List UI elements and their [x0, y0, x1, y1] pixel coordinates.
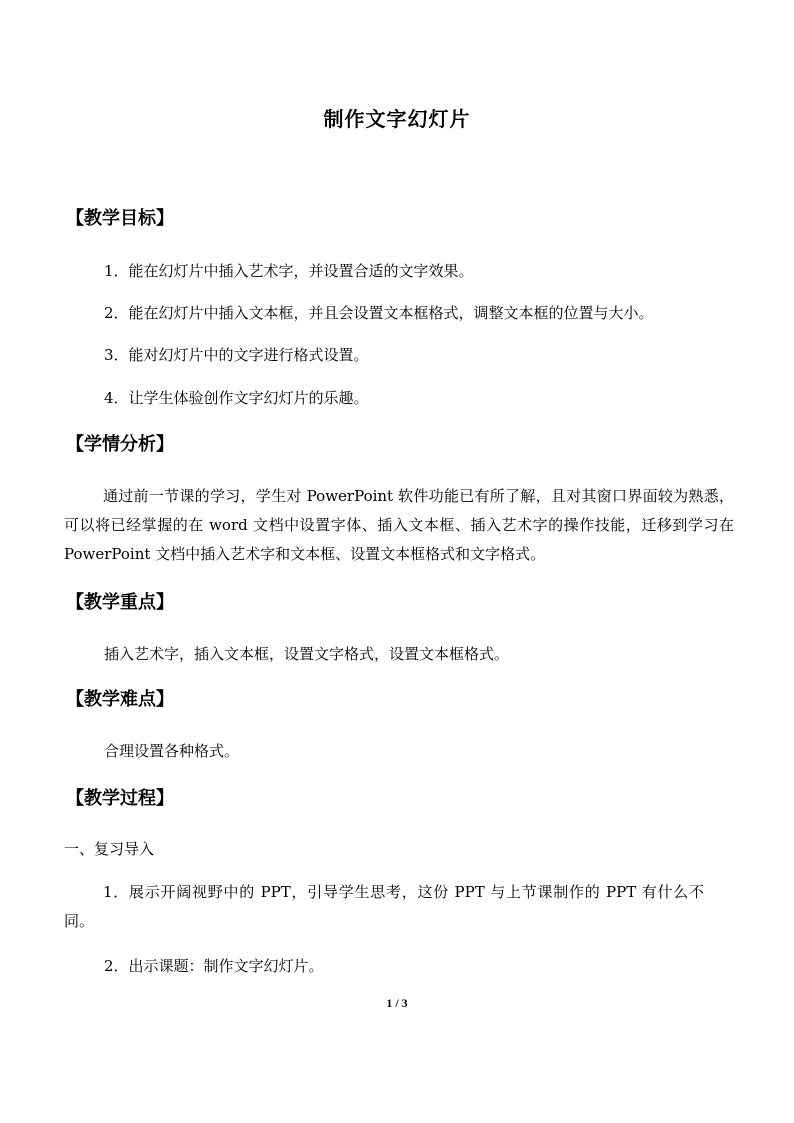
- page-number: 1 / 3: [386, 996, 408, 1010]
- document-title: 制作文字幻灯片: [323, 107, 471, 131]
- process-subheading: 一、复习导入: [64, 840, 155, 858]
- difficulties-text: 合理设置各种格式。: [104, 742, 240, 760]
- heading-difficulties: 【教学难点】: [66, 689, 174, 710]
- goal-item-1: 1．能在幻灯片中插入艺术字，并设置合适的文字效果。: [104, 262, 474, 280]
- process-item-2: 2．出示课题：制作文字幻灯片。: [104, 957, 324, 975]
- goal-item-2: 2．能在幻灯片中插入文本框，并且会设置文本框格式，调整文本框的位置与大小。: [104, 304, 654, 322]
- heading-teaching-process: 【教学过程】: [66, 788, 174, 809]
- process-item-1: 1．展示开阔视野中的 PPT，引导学生思考，这份 PPT 与上节课制作的 PPT 有什么不同。: [64, 883, 704, 930]
- key-points-text: 插入艺术字，插入文本框，设置文字格式，设置文本框格式。: [104, 645, 510, 663]
- heading-learner-analysis: 【学情分析】: [66, 434, 174, 455]
- goal-item-4: 4．让学生体验创作文字幻灯片的乐趣。: [104, 389, 369, 407]
- learner-analysis-paragraph: 通过前一节课的学习，学生对 PowerPoint 软件功能已有所了解，且对其窗口界面较为熟悉，可以将已经掌握的在 word 文档中设置字体、插入文本框、插入艺术字的操作技能，迁移到学习在 PowerPoint 文档中插入艺术字和文本框、设置文本框格式和文字格式。: [64, 487, 734, 563]
- heading-key-points: 【教学重点】: [66, 592, 174, 613]
- heading-teaching-goals: 【教学目标】: [66, 208, 174, 229]
- goal-item-3: 3．能对幻灯片中的文字进行格式设置。: [104, 346, 369, 364]
